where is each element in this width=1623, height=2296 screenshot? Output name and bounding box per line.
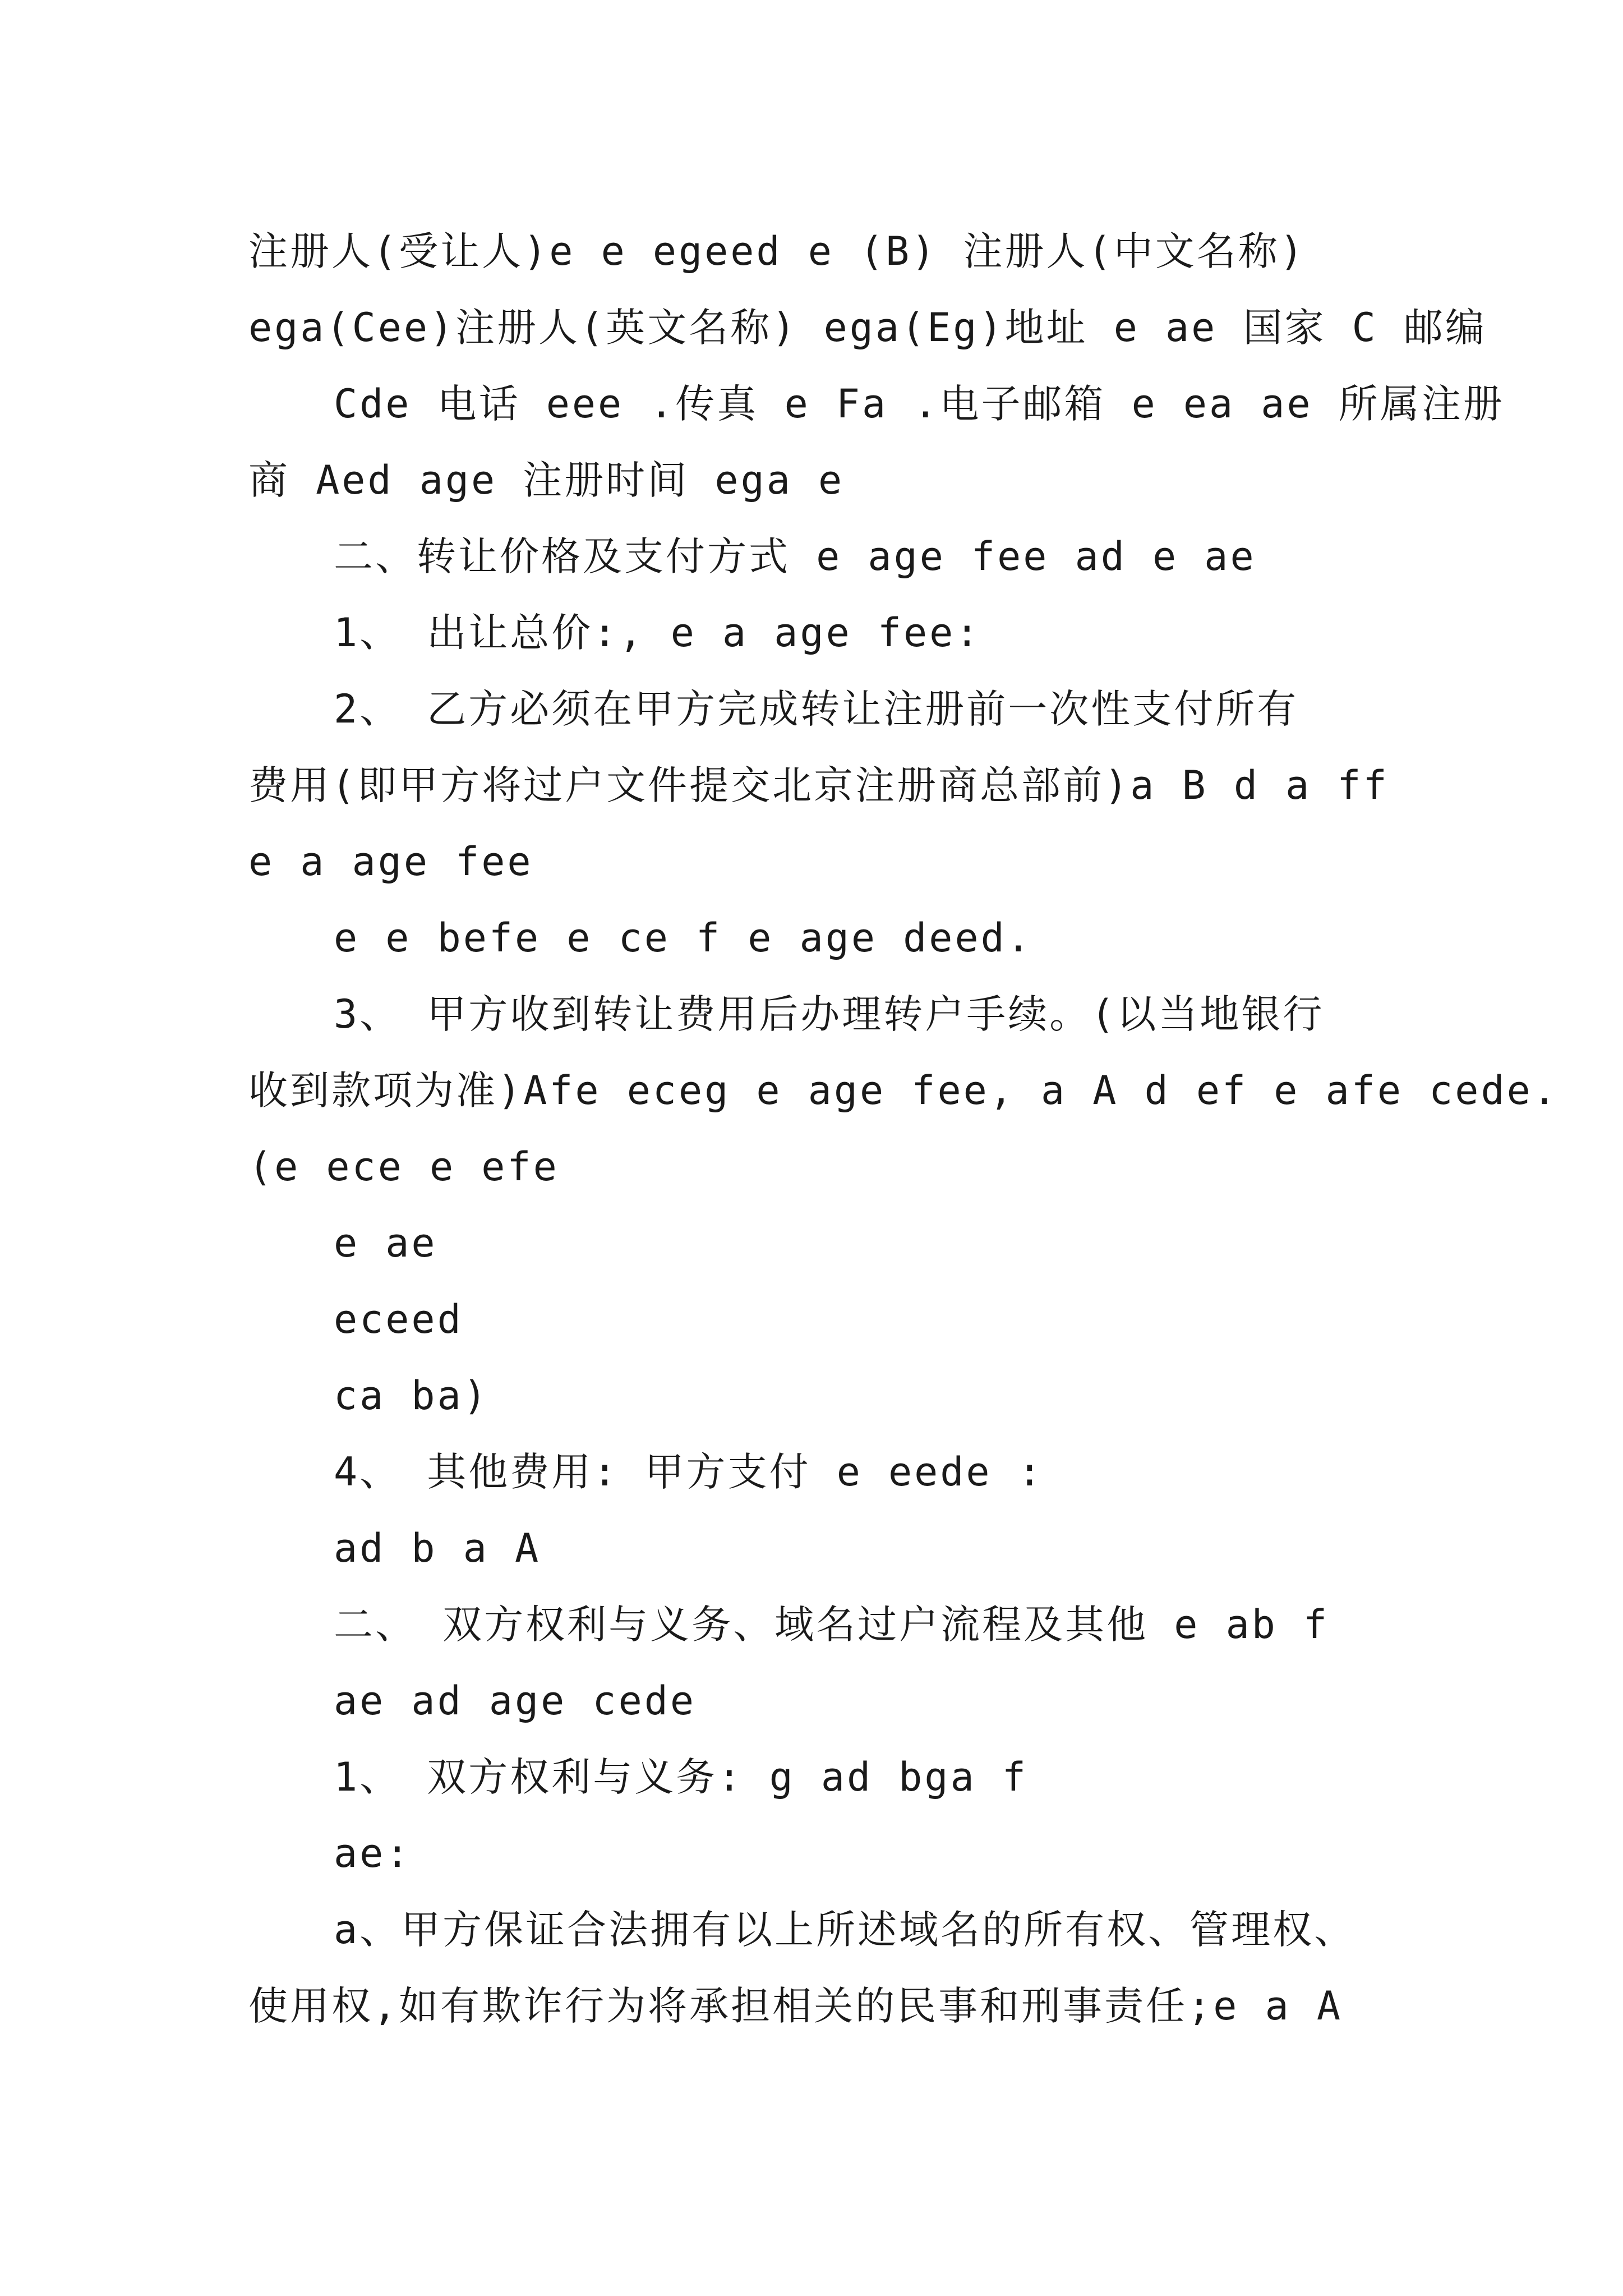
text-line: 1、 双方权利与义务: g ad bga f [334,1754,1029,1800]
text-line: ae: [334,1830,412,1876]
text-line: ad b a A [334,1525,541,1571]
document-body [248,213,1559,2044]
text-line: 收到款项为准)Afe eceg e age fee, a A d ef e afe cede. [248,1068,1559,1114]
text-line: e a age fee [248,839,533,885]
text-line: ega(Cee)注册人(英文名称) ega(Eg)地址 e ae 国家 C 邮编 [248,305,1487,351]
text-line: 注册人(受让人)e e egeed e (B) 注册人(中文名称) [248,228,1306,274]
text-line: e ae [334,1220,437,1266]
text-line: 3、 甲方收到转让费用后办理转户手续。(以当地银行 [334,991,1325,1037]
text-line: 1、 出让总价:, e a age fee: [334,610,981,656]
text-line: 2、 乙方必须在甲方完成转让注册前一次性支付所有 [334,686,1299,732]
text-line: Cde 电话 eee .传真 e Fa .电子邮箱 e ea ae 所属注册 [334,381,1505,427]
text-line: 4、 其他费用: 甲方支付 e eede : [334,1449,1044,1495]
text-line: ca ba) [334,1373,489,1419]
section-heading: 二、 双方权利与义务、域名过户流程及其他 e ab f [334,1602,1330,1648]
text-line: eceed [334,1296,463,1342]
text-line: (e ece e efe [248,1144,559,1190]
text-line: e e befe e ce f e age deed. [334,915,1032,961]
text-line: 费用(即甲方将过户文件提交北京注册商总部前)a B d a ff [248,762,1389,808]
text-line: ae ad age cede [334,1678,697,1724]
text-line: 使用权,如有欺诈行为将承担相关的民事和刑事责任;e a A [248,1983,1343,2029]
section-heading: 二、转让价格及支付方式 e age fee ad e ae [334,533,1256,579]
text-line: 商 Aed age 注册时间 ega e [248,457,845,503]
text-line: a、甲方保证合法拥有以上所述域名的所有权、管理权、 [334,1907,1356,1953]
